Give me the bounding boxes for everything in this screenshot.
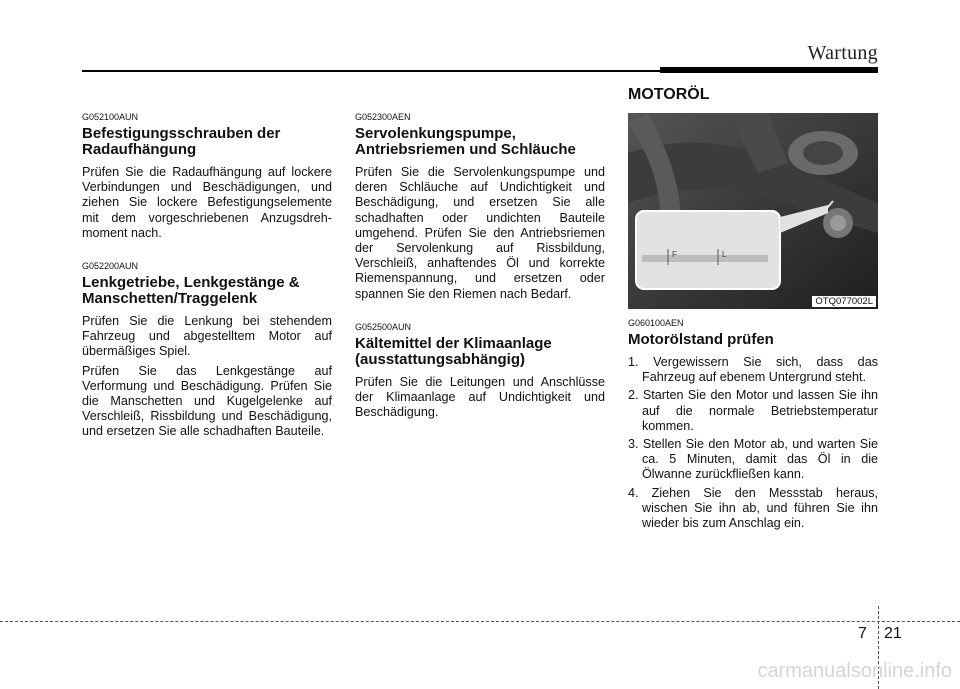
running-header: Wartung [807,42,878,64]
dipstick-mark-f: F [672,250,677,259]
list-item: 2. Starten Sie den Motor und lassen Sie ihn auf die normale Betriebstemperatur kommen. [628,388,878,433]
chapter-number: 7 [858,625,867,642]
header-rule-accent [660,67,878,73]
engine-bay-photo [628,113,878,309]
page-number: 21 [884,625,902,642]
section-heading: Lenkgetriebe, Lenkgestänge & Manschetten/Traggelenk [82,274,300,308]
paragraph: Prüfen Sie die Lenkung bei stehendem Fahrzeug und abgestelltem Motor auf übermäßiges Spiel. [82,314,332,359]
section-code: G052500AUN [355,321,412,332]
column-2 [355,112,605,440]
list-item: 4. Ziehen Sie den Messstab heraus, wischen Sie ihn ab, und führen Sie ihn wieder bis zum Anschlag ein. [628,485,878,531]
list-item: 1. Vergewissern Sie sich, dass das Fahrzeug auf ebenem Untergrund steht. [628,355,878,385]
column-3 [628,318,878,534]
paragraph: Prüfen Sie die Servolenkungspumpe und deren Schläuche auf Undichtigkeit und Beschädigung, und ersetzen Sie alle schadhaften oder undichten Bauteile umgehend. Prüfen Sie den Antriebsriemen der Servolenkung auf Rissbildung, Verschleiß, anhaftendes Öl und korrekte Riemenspannung, und ersetzen oder spannen Sie den Riemen nach Bedarf. [355,165,605,301]
paragraph: Prüfen Sie die Radaufhängung auf lockere Verbindungen und Beschädigungen, und ziehen Sie lockere Befestigungselemente mit dem vorgeschriebenen Anzugsdreh-moment nach. [82,165,332,240]
section-heading: Servolenkungspumpe, Antriebsriemen und Schläuche [355,125,576,158]
section-code: G052200AUN [82,261,139,272]
section-code: G052100AUN [82,112,139,122]
paragraph: Prüfen Sie die Leitungen und Anschlüsse der Klimaanlage auf Undichtigkeit und Beschädigung. [355,374,605,420]
list-item: 3. Stellen Sie den Motor ab, und warten Sie ca. 5 Minuten, damit das Öl in die Ölwanne zurückfließen kann. [628,437,878,482]
engine-illustration [628,113,878,309]
paragraph: Prüfen Sie das Lenkgestänge auf Verformung und Beschädigung. Prüfen Sie die Manschetten und Kugelgelenke auf Verschleiß, Rissbildung und Beschädigung, und ersetzen Sie alle schadhaften Bauteile. [82,363,332,439]
watermark: carmanualsonline.info [757,660,952,682]
dipstick-mark-l: L [722,250,727,259]
section-code: G052300AEN [355,112,411,122]
section-title: MOTORÖL [628,86,710,103]
figure-caption: OTQ077002L [812,296,876,307]
column-1 [82,112,332,460]
footer-rule [0,621,960,622]
section-heading: Kältemittel der Klimaanlage (ausstattungsabhängig) [355,334,552,368]
section-heading: Befestigungsschrauben der Radaufhängung [82,125,281,158]
section-code: G060100AEN [628,318,684,328]
steps-list [628,355,878,531]
section-heading: Motorölstand prüfen [628,331,774,348]
